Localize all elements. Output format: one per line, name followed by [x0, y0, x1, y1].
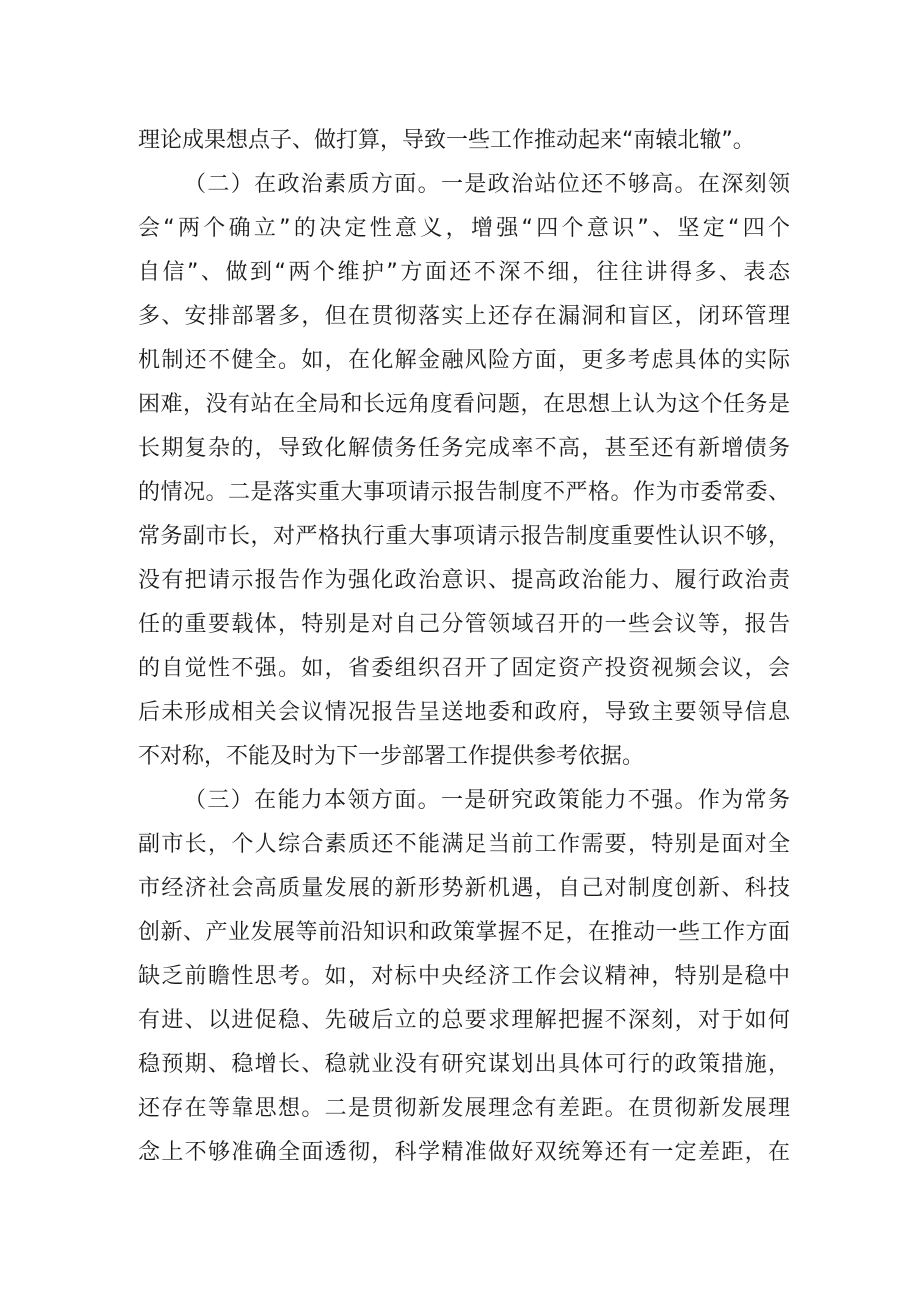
text-line: 念上不够准确全面透彻，科学精准做好双统筹还有一定差距，在 [138, 1140, 790, 1165]
text-line: 稳预期、稳增长、稳就业没有研究谋划出具体可行的政策措施， [138, 1052, 790, 1077]
text-line: 市经济社会高质量发展的新形势新机遇，自己对制度创新、科技 [138, 876, 790, 901]
text-line: 不对称，不能及时为下一步部署工作提供参考依据。 [138, 744, 645, 769]
text-line: 多、安排部署多，但在贯彻落实上还存在漏洞和盲区，闭环管理 [138, 304, 790, 329]
text-line: 的自觉性不强。如，省委组织召开了固定资产投资视频会议，会 [138, 656, 790, 681]
section-heading-political: （二）在政治素质方面。一是政治站位还不够高。在深刻领 [184, 172, 790, 197]
text-line: 的情况。二是落实重大事项请示报告制度不严格。作为市委常委、 [138, 480, 790, 505]
text-line: 后未形成相关会议情况报告呈送地委和政府，导致主要领导信息 [138, 700, 790, 725]
text-line: 困难，没有站在全局和长远角度看问题，在思想上认为这个任务是 [138, 392, 790, 417]
text-line: 还存在等靠思想。二是贯彻新发展理念有差距。在贯彻新发展理 [138, 1096, 790, 1121]
text-line: 常务副市长，对严格执行重大事项请示报告制度重要性认识不够， [138, 524, 790, 549]
text-line: 没有把请示报告作为强化政治意识、提高政治能力、履行政治责 [138, 568, 790, 593]
text-line: 理论成果想点子、做打算，导致一些工作推动起来“南辕北辙”。 [138, 128, 755, 153]
text-line: 有进、以进促稳、先破后立的总要求理解把握不深刻，对于如何 [138, 1008, 790, 1033]
text-line: 自信”、做到“两个维护”方面还不深不细，往往讲得多、表态 [138, 260, 790, 285]
text-line: 缺乏前瞻性思考。如，对标中央经济工作会议精神，特别是稳中 [138, 964, 790, 989]
text-line: 创新、产业发展等前沿知识和政策掌握不足，在推动一些工作方面 [138, 920, 790, 945]
text-line: 机制还不健全。如，在化解金融风险方面，更多考虑具体的实际 [138, 348, 790, 373]
text-line: 长期复杂的，导致化解债务任务完成率不高，甚至还有新增债务 [138, 436, 790, 461]
section-heading-ability: （三）在能力本领方面。一是研究政策能力不强。作为常务 [184, 788, 790, 813]
text-line: 会“两个确立”的决定性意义，增强“四个意识”、坚定“四个 [138, 216, 790, 241]
text-line: 副市长，个人综合素质还不能满足当前工作需要，特别是面对全 [138, 832, 790, 857]
text-line: 任的重要载体，特别是对自己分管领域召开的一些会议等，报告 [138, 612, 790, 637]
